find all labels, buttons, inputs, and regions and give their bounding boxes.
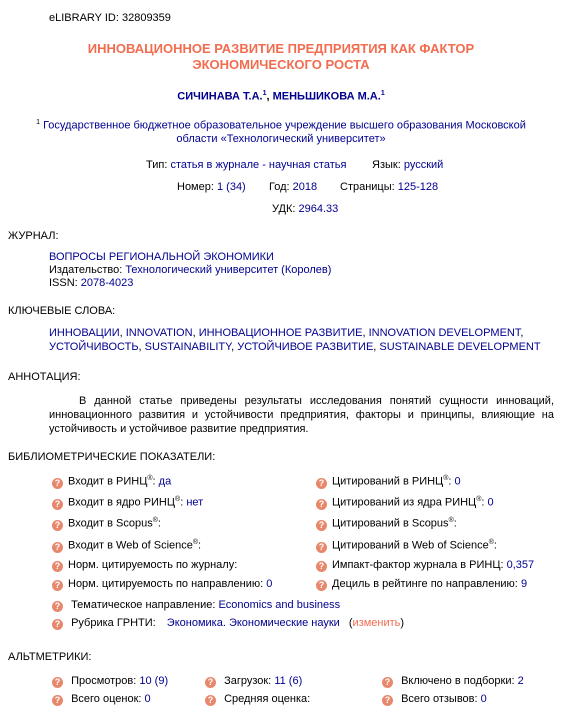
article-title-line-2: ЭКОНОМИЧЕСКОГО РОСТА: [192, 57, 370, 72]
question-circle-icon[interactable]: ?: [52, 499, 63, 510]
number-label: Номер:: [177, 181, 214, 193]
issn-value: 2078-4023: [80, 277, 134, 289]
biblio-value: 0: [266, 578, 273, 590]
question-circle-icon[interactable]: ?: [52, 520, 63, 531]
elibrary-id-label: eLIBRARY ID:: [49, 12, 119, 24]
article-title: [60, 41, 502, 73]
pages-label: Страницы:: [340, 181, 395, 193]
biblio-left-row: ? Входит в Web of Science®:: [52, 539, 201, 553]
publisher-label: Издательство:: [49, 264, 123, 276]
biblio-value: нет: [186, 496, 204, 509]
author-1-sup: 1: [262, 90, 267, 97]
biblio-left-row: ? Входит в ядро РИНЦ®: нет: [52, 496, 203, 510]
downloads-value[interactable]: 11 (6): [274, 675, 303, 687]
biblio-left-row: ? Входит в РИНЦ®: да: [52, 475, 171, 489]
biblio-left-row: [52, 559, 237, 572]
registered-mark: ®: [152, 517, 158, 524]
question-circle-icon[interactable]: ?: [382, 677, 393, 688]
question-circle-icon[interactable]: ?: [52, 601, 63, 612]
question-circle-icon[interactable]: ?: [316, 499, 327, 510]
affiliation-link[interactable]: Государственное бюджетное образовательное учреждение высшего образования Московской: [43, 119, 526, 132]
biblio-right-row: ? Цитирований в РИНЦ®: 0: [316, 475, 461, 489]
keywords-heading: КЛЮЧЕВЫЕ СЛОВА:: [8, 305, 116, 317]
reviews-value: 0: [480, 693, 487, 705]
meta-number-row: [177, 181, 246, 193]
biblio-right-row: ? Цитирований в Web of Science®:: [316, 539, 497, 553]
journal-issn: [49, 277, 133, 290]
avg-rating-row: [205, 693, 310, 706]
biblio-left-row: ? Входит в Scopus®:: [52, 517, 161, 531]
biblio-value: 0,357: [506, 559, 535, 571]
type-value: статья в журнале - научная статья: [170, 159, 347, 171]
keyword-link[interactable]: УСТОЙЧИВОЕ РАЗВИТИЕ: [237, 341, 374, 353]
altmetrics-heading: АЛЬТМЕТРИКИ:: [8, 651, 92, 663]
meta-year-row: [269, 181, 317, 193]
authors: [0, 90, 562, 103]
lang-label: Язык:: [372, 159, 401, 171]
grnti-value: Экономика. Экономические науки: [166, 617, 340, 629]
affiliation-sup: 1: [36, 119, 40, 126]
question-circle-icon[interactable]: ?: [316, 542, 327, 553]
biblio-right-row: ? Цитирований в Scopus®:: [316, 517, 457, 531]
biblio-value: да: [158, 475, 172, 488]
biblio-heading: БИБЛИОМЕТРИЧЕСКИЕ ПОКАЗАТЕЛИ:: [8, 451, 216, 463]
downloads-row: [205, 675, 302, 688]
year-value: 2018: [292, 181, 318, 193]
keyword-link[interactable]: ИННОВАЦИОННОЕ РАЗВИТИЕ: [198, 327, 363, 339]
biblio-label: Цитирований в РИНЦ: [332, 475, 444, 488]
lang-value: русский: [403, 159, 444, 171]
question-circle-icon[interactable]: ?: [382, 695, 393, 706]
keyword-link[interactable]: INNOVATION DEVELOPMENT: [368, 327, 521, 339]
topic-value: Economics and business: [218, 599, 341, 611]
registered-mark: ®: [147, 475, 153, 482]
collections-row: [382, 675, 524, 688]
biblio-label: Цитирований в Web of Science: [332, 539, 489, 552]
views-row: [52, 675, 168, 688]
biblio-label: Норм. цитируемость по направлению:: [68, 578, 264, 590]
question-circle-icon[interactable]: ?: [52, 677, 63, 688]
biblio-value: 0: [487, 496, 494, 509]
biblio-value: 0: [454, 475, 461, 488]
reviews-row: [382, 693, 487, 706]
udk-value: 2964.33: [298, 203, 339, 215]
topic-label: Тематическое направление:: [71, 599, 216, 611]
keyword-link[interactable]: УСТОЙЧИВОСТЬ: [49, 341, 139, 353]
elibrary-id-value: 32809359: [121, 12, 171, 24]
pages-value: 125-128: [397, 181, 439, 193]
abstract-heading: АННОТАЦИЯ:: [8, 371, 81, 383]
keywords-list: ИННОВАЦИИ, INNOVATION, ИННОВАЦИОННОЕ РАЗВИТИЕ, INNOVATION DEVELOPMENT, УСТОЙЧИВОСТЬ, SUSTAINABILITY, УСТОЙЧИВОЕ РАЗВИТИЕ, SUSTAINABLE DEVELOPMENT: [49, 327, 541, 353]
biblio-label: Цитирований из ядра РИНЦ: [332, 496, 477, 509]
number-value[interactable]: 1 (34): [216, 181, 246, 193]
registered-mark: ®: [175, 496, 181, 503]
downloads-label: Загрузок:: [224, 675, 272, 687]
question-circle-icon[interactable]: ?: [52, 580, 63, 591]
avg-rating-label: Средняя оценка:: [224, 693, 311, 705]
biblio-left-row: [52, 578, 272, 591]
abstract-text: В данной статье приведены результаты исследования понятий сущности инноваций, инновационного развития и устойчивости предприятия, факторы и принципы, влияющие на устойчивость и устойчивое развитие предприятия.: [49, 395, 554, 435]
year-label: Год:: [269, 181, 290, 193]
author-link-1[interactable]: СИЧИНАВА Т.А.: [177, 90, 263, 103]
biblio-label: Входит в Scopus: [68, 517, 153, 530]
grnti-label: Рубрика ГРНТИ:: [71, 617, 156, 629]
biblio-label: Цитирований в Scopus: [332, 517, 449, 530]
biblio-label: Дециль в рейтинге по направлению:: [332, 578, 518, 590]
journal-heading: ЖУРНАЛ:: [8, 230, 59, 242]
grnti-change-link[interactable]: изменить: [352, 617, 401, 629]
collections-label: Включено в подборки:: [401, 675, 515, 687]
affiliation: [0, 116, 562, 146]
ratings-label: Всего оценок:: [71, 693, 142, 705]
question-circle-icon[interactable]: ?: [316, 580, 327, 591]
biblio-label: Входит в ядро РИНЦ: [68, 496, 176, 509]
keyword-link[interactable]: SUSTAINABLE DEVELOPMENT: [379, 341, 541, 353]
reviews-label: Всего отзывов:: [401, 693, 478, 705]
publisher-link[interactable]: Технологический университет (Королев): [125, 264, 332, 276]
keyword-link[interactable]: ИННОВАЦИИ: [49, 327, 120, 339]
author-2-sup: 1: [380, 90, 385, 97]
issn-label: ISSN:: [49, 277, 78, 289]
biblio-value: 9: [520, 578, 528, 590]
views-value[interactable]: 10 (9): [139, 675, 169, 687]
type-label: Тип:: [146, 159, 168, 171]
question-circle-icon[interactable]: ?: [316, 478, 327, 489]
author-link-2[interactable]: МЕНЬШИКОВА М.А.: [272, 90, 381, 103]
article-title-line-1: ИННОВАЦИОННОЕ РАЗВИТИЕ ПРЕДПРИЯТИЯ КАК ФАКТОР: [87, 41, 475, 56]
keyword-link[interactable]: INNOVATION: [125, 327, 193, 339]
biblio-right-row: [316, 578, 527, 591]
meta-type-row: [146, 159, 346, 171]
question-circle-icon[interactable]: ?: [52, 695, 63, 706]
question-circle-icon[interactable]: ?: [205, 677, 216, 688]
question-circle-icon[interactable]: ?: [52, 561, 63, 572]
meta-pages-row: [340, 181, 438, 193]
question-circle-icon[interactable]: ?: [205, 695, 216, 706]
biblio-label: Импакт-фактор журнала в РИНЦ:: [332, 559, 504, 571]
question-circle-icon[interactable]: ?: [52, 478, 63, 489]
meta-lang-row: [372, 159, 443, 171]
affiliation-link-line-2[interactable]: области «Технологический университет»: [176, 132, 386, 145]
biblio-label: Норм. цитируемость по журналу:: [68, 559, 238, 571]
views-label: Просмотров:: [71, 675, 137, 687]
meta-udk-row: [272, 203, 338, 215]
question-circle-icon[interactable]: ?: [52, 619, 63, 630]
registered-mark: ®: [443, 475, 449, 482]
journal-publisher: [49, 264, 331, 277]
udk-label: УДК:: [272, 203, 296, 215]
registered-mark: ®: [192, 539, 199, 546]
question-circle-icon[interactable]: ?: [52, 542, 63, 553]
author-separator: ,: [266, 90, 270, 103]
grnti-row: ? Рубрика ГРНТИ: Экономика. Экономические науки (изменить): [52, 617, 404, 630]
topic-row: [52, 599, 340, 612]
elibrary-id: [49, 12, 171, 24]
biblio-label: Входит в Web of Science: [68, 539, 193, 552]
collections-value[interactable]: 2: [517, 675, 524, 687]
question-circle-icon[interactable]: ?: [316, 561, 327, 572]
registered-mark: ®: [448, 517, 454, 524]
registered-mark: ®: [488, 539, 494, 546]
keyword-link[interactable]: SUSTAINABILITY: [144, 341, 232, 353]
biblio-right-row: [316, 559, 534, 572]
registered-mark: ®: [476, 496, 482, 503]
ratings-value: 0: [144, 693, 151, 705]
biblio-right-row: ? Цитирований из ядра РИНЦ®: 0: [316, 496, 494, 510]
biblio-label: Входит в РИНЦ: [68, 475, 148, 488]
question-circle-icon[interactable]: ?: [316, 520, 327, 531]
ratings-row: [52, 693, 151, 706]
journal-name-link[interactable]: ВОПРОСЫ РЕГИОНАЛЬНОЙ ЭКОНОМИКИ: [49, 251, 274, 263]
